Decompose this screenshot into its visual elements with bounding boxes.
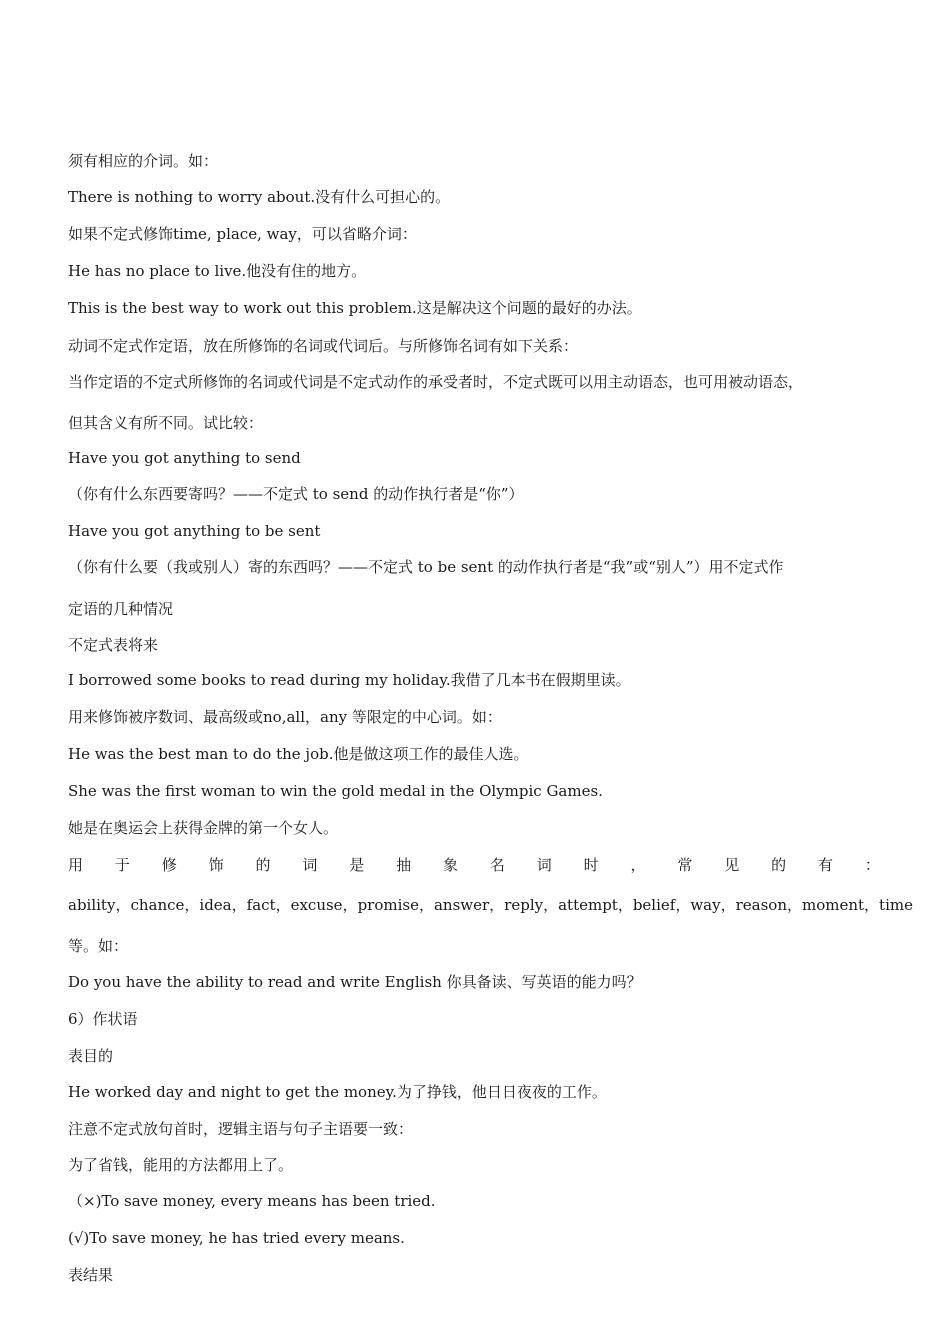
text-line-15: I borrowed some books to read during my holiday.我借了几本书在假期里读。 xyxy=(68,671,631,689)
spread-word: time xyxy=(879,896,913,914)
text-line-22: 等。如： xyxy=(68,937,129,955)
text-line-9: Have you got anything to send xyxy=(68,449,301,467)
spread-word: ability， xyxy=(68,896,131,914)
spread-word: belief， xyxy=(632,896,691,914)
text-line-3: 如果不定式修饰time, place, way，可以省略介词： xyxy=(68,225,417,243)
text-line-6: 动词不定式作定语，放在所修饰的名词或代词后。与所修饰名词有如下关系： xyxy=(68,337,579,355)
spread-char: 词 xyxy=(302,856,318,874)
spread-char: ， xyxy=(630,856,646,874)
spread-word: attempt， xyxy=(558,896,633,914)
text-line-14: 不定式表将来 xyxy=(68,636,159,654)
spread-word: idea， xyxy=(199,896,247,914)
spread-word: reason， xyxy=(735,896,802,914)
text-line-25: 表目的 xyxy=(68,1047,114,1065)
text-line-13: 定语的几种情况 xyxy=(68,600,174,618)
spread-word: reply， xyxy=(504,896,559,914)
spread-word: chance， xyxy=(130,896,200,914)
spread-char: 抽 xyxy=(396,856,412,874)
text-line-7: 当作定语的不定式所修饰的名词或代词是不定式动作的承受者时，不定式既可以用主动语态，也可用被动语态， xyxy=(68,373,804,391)
spread-char: 词 xyxy=(536,856,552,874)
spread-word: excuse， xyxy=(290,896,358,914)
text-line-27: 注意不定式放句首时，逻辑主语与句子主语要一致： xyxy=(68,1120,414,1138)
text-line-24: 6）作状语 xyxy=(68,1010,138,1028)
spread-word: answer， xyxy=(433,896,505,914)
text-line-21-spread xyxy=(68,895,913,915)
spread-char: 名 xyxy=(489,856,505,874)
spread-char: 于 xyxy=(114,856,130,874)
text-line-23: Do you have the ability to read and write English 你具备读、写英语的能力吗？ xyxy=(68,973,642,991)
spread-word: way， xyxy=(690,896,736,914)
spread-char: 象 xyxy=(443,856,459,874)
text-line-11: Have you got anything to be sent xyxy=(68,522,321,540)
spread-char: 是 xyxy=(349,856,365,874)
spread-char: 常 xyxy=(677,856,693,874)
text-line-26: He worked day and night to get the money.为了挣钱，他日日夜夜的工作。 xyxy=(68,1083,607,1101)
text-line-2: There is nothing to worry about.没有什么可担心的。 xyxy=(68,188,451,206)
text-line-29: （×)To save money, every means has been tried. xyxy=(68,1192,436,1210)
text-line-19: 她是在奥运会上获得金牌的第一个女人。 xyxy=(68,819,339,837)
text-line-8: 但其含义有所不同。试比较： xyxy=(68,414,264,432)
spread-char: 的 xyxy=(771,856,787,874)
text-line-5: This is the best way to work out this problem.这是解决这个问题的最好的办法。 xyxy=(68,299,642,317)
text-line-16: 用来修饰被序数词、最高级或no,all，any 等限定的中心词。如： xyxy=(68,708,502,726)
spread-word: moment， xyxy=(802,896,880,914)
text-line-28: 为了省钱，能用的方法都用上了。 xyxy=(68,1156,294,1174)
text-line-12: （你有什么要（我或别人）寄的东西吗？——不定式 to be sent 的动作执行者是“我”或“别人”）用不定式作 xyxy=(68,558,784,576)
spread-char: 见 xyxy=(724,856,740,874)
spread-word: fact， xyxy=(246,896,291,914)
text-line-10: （你有什么东西要寄吗？——不定式 to send 的动作执行者是“你”） xyxy=(68,485,524,503)
spread-char: ： xyxy=(864,856,880,874)
text-line-1: 须有相应的介词。如： xyxy=(68,152,219,170)
spread-word: promise， xyxy=(357,896,434,914)
spread-char: 饰 xyxy=(208,856,224,874)
text-line-31: 表结果 xyxy=(68,1266,114,1284)
text-line-4: He has no place to live.他没有住的地方。 xyxy=(68,262,367,280)
spread-char: 用 xyxy=(68,856,84,874)
spread-char: 修 xyxy=(161,856,177,874)
text-line-17: He was the best man to do the job.他是做这项工作的最佳人选。 xyxy=(68,745,529,763)
spread-char: 的 xyxy=(255,856,271,874)
text-line-20-spread xyxy=(68,855,880,875)
spread-char: 有 xyxy=(818,856,834,874)
text-line-18: She was the first woman to win the gold medal in the Olympic Games. xyxy=(68,782,603,800)
spread-char: 时 xyxy=(583,856,599,874)
text-line-30: (√)To save money, he has tried every means. xyxy=(68,1229,405,1247)
